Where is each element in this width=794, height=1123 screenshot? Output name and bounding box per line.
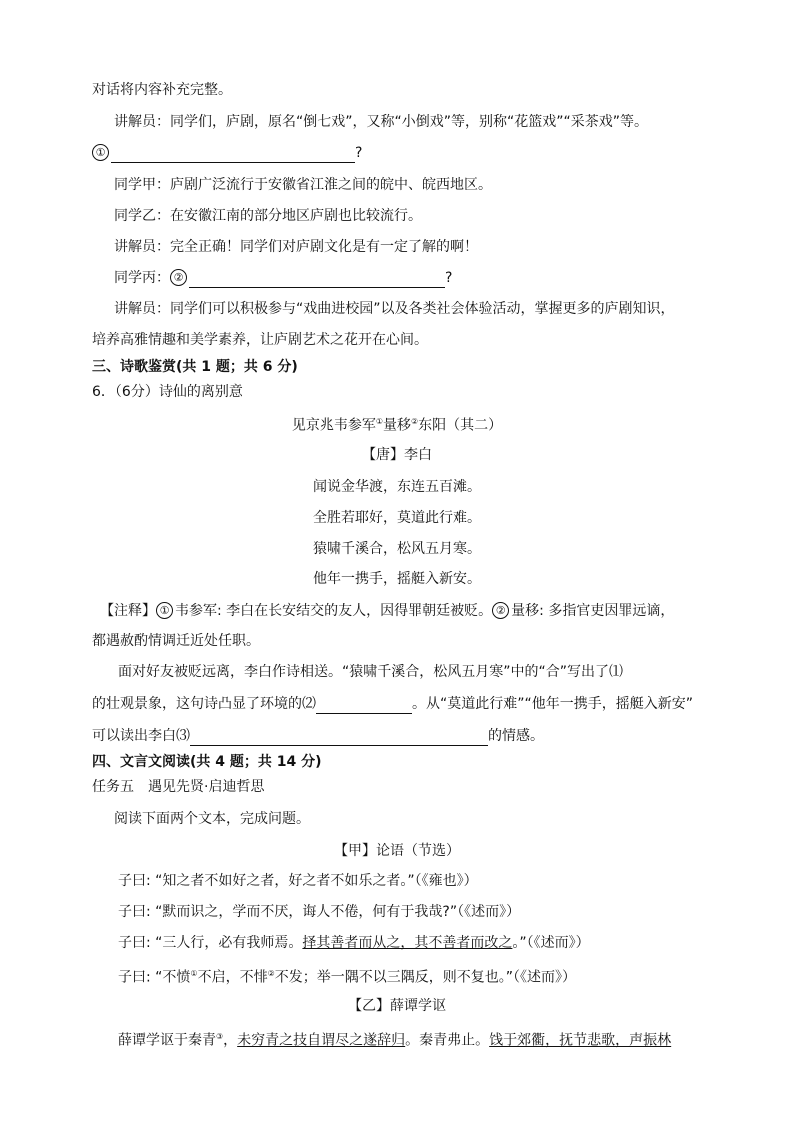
analects-text: 。”（《述而》） xyxy=(512,935,590,951)
poem-title-part: 量移 xyxy=(383,417,411,434)
poem-line-2: 全胜若耶好，莫道此行难。 xyxy=(313,510,481,526)
poem-notes-line-1 xyxy=(100,601,674,621)
note-text: 量移: 多指官吏因罪远谪， xyxy=(511,603,675,619)
circled-number-2: ② xyxy=(492,602,509,619)
xuetan-text: 。秦青弗止。 xyxy=(405,1032,490,1049)
poem-title-part: 东阳（其二） xyxy=(418,417,503,434)
analysis-text: 的壮观景象，这句诗凸显了环境的⑵ xyxy=(92,696,316,712)
poem-line-4: 他年一携手，摇艇入新安。 xyxy=(313,571,481,587)
poem-line-3: 猿啸千溪合，松风五月寒。 xyxy=(313,541,481,557)
student-b-line: 同学乙：在安徽江南的部分地区庐剧也比较流行。 xyxy=(114,208,422,224)
underlined-sentence: 择其善者而从之，其不善者而改之 xyxy=(302,935,513,951)
question-mark: ? xyxy=(445,270,453,286)
footnote-mark-1: ① xyxy=(190,969,198,978)
analysis-text: 。从“莫道此行难”“他年一携手，摇艇入新安” xyxy=(412,696,694,712)
answer-blank-3-emotion[interactable] xyxy=(190,730,488,746)
circled-number-1: ① xyxy=(156,602,173,619)
xuetan-text: 薛谭学讴于秦青 xyxy=(118,1032,216,1049)
analects-line-1: 子曰: “知之者不如好之者，好之者不如乐之者。”（《雍也》） xyxy=(118,873,478,889)
xuetan-text: ， xyxy=(223,1032,238,1049)
analects-text: 不启，不悱 xyxy=(197,969,268,986)
lecturer-line-1: 讲解员：同学们，庐剧，原名“倒七戏”，又称“小倒戏”等，别称“花篮戏”“采茶戏”等。 xyxy=(114,114,649,130)
analysis-line-2 xyxy=(92,694,693,714)
xuetan-line-1 xyxy=(118,1027,671,1051)
text-b-title: 【乙】薛谭学讴 xyxy=(348,998,446,1014)
student-c-line xyxy=(114,268,452,288)
analects-line-3 xyxy=(118,933,590,953)
question-mark: ? xyxy=(355,145,363,161)
section-3-heading: 三、诗歌鉴赏(共 1 题；共 6 分) xyxy=(92,359,298,375)
task-five-title: 任务五 遇见先贤·启迪哲思 xyxy=(92,779,265,795)
circled-number-1: ① xyxy=(92,144,109,161)
circled-number-2: ② xyxy=(170,269,187,286)
underlined-sentence: 饯于郊衢，抚节悲歌，声振林 xyxy=(489,1032,672,1049)
lecturer-line-3b: 培养高雅情趣和美学素养，让庐剧艺术之花开在心间。 xyxy=(92,332,428,348)
footnote-mark-2: ② xyxy=(267,969,275,978)
footnote-mark-1: ① xyxy=(375,417,383,426)
question-1-line xyxy=(92,143,362,163)
lecturer-line-2: 讲解员：完全正确！同学们对庐剧文化是有一定了解的啊！ xyxy=(114,239,478,255)
analysis-text: 可以读出李白⑶ xyxy=(92,728,190,744)
poem-title-part: 见京兆韦参军 xyxy=(291,417,376,434)
poem-line-1: 闻说金华渡，东连五百滩。 xyxy=(313,479,481,495)
analects-line-4 xyxy=(118,964,576,988)
analysis-text: 的情感。 xyxy=(488,728,544,744)
analysis-line-1: 面对好友被贬远离，李白作诗相送。“猿啸千溪合，松风五月寒”中的“合”写出了⑴ xyxy=(118,664,624,680)
notes-label: 【注释】 xyxy=(100,603,156,619)
student-a-line: 同学甲：庐剧广泛流行于安徽省江淮之间的皖中、皖西地区。 xyxy=(114,177,492,193)
lecturer-line-3a: 讲解员：同学们可以积极参与“戏曲进校园”以及各类社会体验活动，掌握更多的庐剧知识， xyxy=(114,301,675,317)
footnote-mark-3: ③ xyxy=(216,1032,224,1041)
poem-author: 【唐】李白 xyxy=(362,447,432,463)
answer-blank-1[interactable] xyxy=(111,147,355,163)
section-4-heading: 四、文言文阅读(共 4 题；共 14 分) xyxy=(92,754,322,770)
underlined-sentence: 未穷青之技自谓尽之遂辞归 xyxy=(237,1032,406,1049)
question-6: 6．（6分）诗仙的离别意 xyxy=(92,384,243,400)
analects-line-2: 子曰: “默而识之，学而不厌，诲人不倦，何有于我哉?”（《述而》） xyxy=(118,904,521,920)
footnote-mark-2: ② xyxy=(411,417,419,426)
analects-text: 子曰: “不愤 xyxy=(118,969,191,986)
text-a-title: 【甲】论语（节选） xyxy=(334,843,460,859)
analects-text: 子曰: “三人行，必有我师焉。 xyxy=(118,935,303,951)
reading-instruction: 阅读下面两个文本，完成问题。 xyxy=(114,811,310,827)
analysis-line-3 xyxy=(92,726,544,746)
dialogue-intro-tail: 对话将内容补充完整。 xyxy=(92,82,232,98)
student-c-prefix: 同学丙： xyxy=(114,270,170,286)
poem-title xyxy=(0,412,794,436)
analects-text: 不发；举一隅不以三隅反，则不复也。”（《述而》） xyxy=(274,969,577,986)
answer-blank-2[interactable] xyxy=(189,272,445,288)
note-text: 韦参军: 李白在长安结交的友人，因得罪朝廷被贬。 xyxy=(175,603,493,619)
poem-notes-line-2: 都遇赦酌情调迁近处任职。 xyxy=(92,633,260,649)
answer-blank-2-environment[interactable] xyxy=(316,698,412,714)
